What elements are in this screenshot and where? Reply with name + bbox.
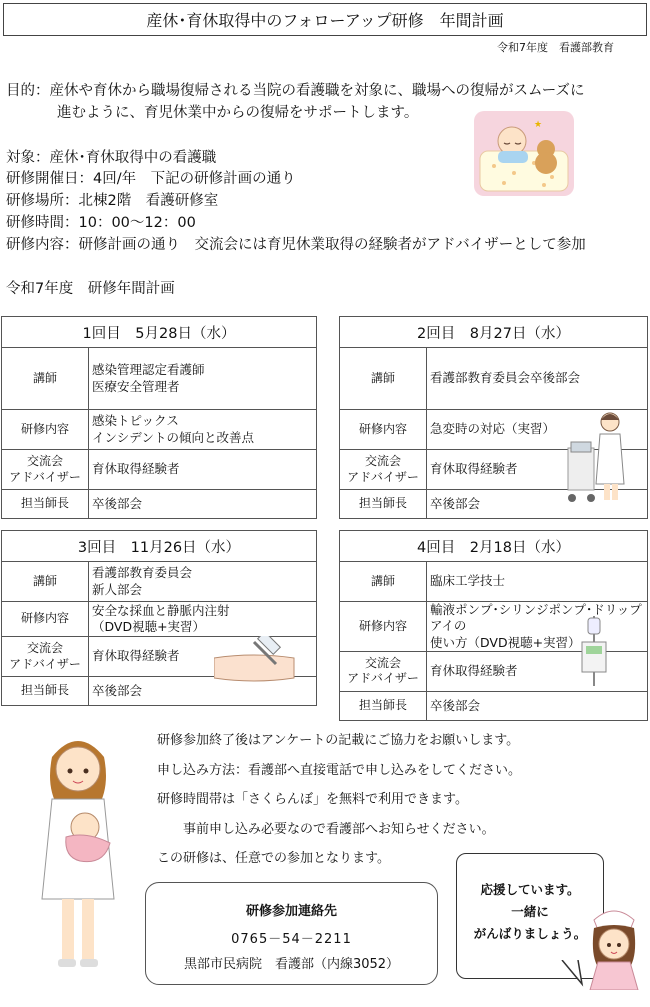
row-label: 研修内容 [340,410,427,450]
bubble-line: 応援しています。 [480,882,580,897]
purpose-label: 目的： [6,83,50,99]
value-line: 医療安全管理者 [92,378,180,394]
infusion-pump-illustration [574,616,614,688]
value-line: 卒後部会 [92,495,143,511]
bubble-line: がんばりましょう。 [473,926,587,941]
row-label: 交流会 アドバイザー [340,651,427,691]
contact-title: 研修参加連絡先 [245,904,337,919]
row-label: 交流会 アドバイザー [2,450,89,490]
row-label: 講師 [2,562,89,602]
page-title [3,3,647,36]
session-heading: 4回目 2月18日（水） [340,531,648,562]
session-heading: 1回目 5月28日（水） [2,317,317,348]
row-value [89,562,317,602]
value-line: 育休取得経験者 [92,461,180,477]
row-value [89,490,317,519]
frequency-line: 研修開催日：4回/年 下記の研修計画の通り [6,171,296,187]
value-line: 看護部教育委員会卒後部会 [430,370,581,386]
value-line: 育休取得経験者 [92,648,180,664]
value-line: インシデントの傾向と改善点 [92,429,254,445]
contact-org: 黒部市民病院 看護部（内線3052） [183,957,400,972]
row-label: 担当師長 [2,677,89,706]
value-line: 急変時の対応（実習） [430,421,556,437]
bubble-line: 一緒に [511,904,549,919]
nurse-holding-baby-illustration [30,727,130,977]
note-item: この研修は、任意での参加となります。 [157,851,390,866]
value-line: 育休取得経験者 [430,663,518,679]
note-item: 事前申し込み必要なので看護部へお知らせください。 [157,821,495,837]
nurse-bust-illustration [584,900,644,990]
contact-phone: 0765－54－2211 [231,932,352,947]
value-line: 卒後部会 [430,697,481,713]
contact-box [145,882,438,985]
value-line: 看護部教育委員会 [92,565,193,581]
row-label: 研修内容 [340,602,427,652]
row-value [89,602,317,637]
value-line: 感染トピックス [92,413,179,429]
row-label: 交流会 アドバイザー [340,450,427,490]
arm-injection-illustration [214,636,296,688]
row-label: 講師 [340,562,427,602]
row-label: 研修内容 [2,410,89,450]
session-heading: 2回目 8月27日（水） [340,317,648,348]
row-label: 講師 [2,348,89,410]
sleeping-baby-illustration [474,111,574,196]
value-line: 新人部会 [92,581,143,597]
session-heading: 3回目 11月26日（水） [2,531,317,562]
row-value [89,450,317,490]
row-value [427,348,648,410]
row-value [89,410,317,450]
note-item: 研修参加終了後はアンケートの記載にご協力をお願いします。 [157,733,520,748]
notes-block [157,726,521,874]
time-line: 研修時間：10：00～12：00 [6,215,196,231]
place-line: 研修場所：北棟2階 看護研修室 [6,193,219,209]
content-line: 研修内容：研修計画の通り 交流会には育児休業取得の経験者がアドバイザーとして参加 [6,237,586,253]
target-line: 対象：産休･育休取得中の看護職 [6,150,217,166]
value-line: 育休取得経験者 [430,461,518,477]
row-value [427,602,648,652]
department-label: 令和7年度 看護部教育 [497,41,614,54]
value-line: 使い方（DVD視聴+実習） [430,634,581,650]
svg-text:★: ★ [534,120,543,130]
value-line: 輸液ポンプ･シリンジポンプ･ドリップアイの [430,602,642,634]
row-value [89,348,317,410]
note-item: 研修時間帯は「さくらんぼ」を無料で利用できます。 [157,792,468,807]
purpose-text-1: 産休や育休から職場復帰される当院の看護職を対象に、職場への復帰がスムーズに [49,83,585,99]
title-text: 産休･育休取得中のフォローアップ研修 年間計画 [146,11,504,30]
row-label: 担当師長 [340,691,427,720]
purpose-line-2: 進むように、育児休業中からの復帰をサポートします。 [57,105,419,121]
plan-title: 令和7年度 研修年間計画 [6,281,175,297]
row-label: 講師 [340,348,427,410]
row-label: 交流会 アドバイザー [2,637,89,677]
value-line: 卒後部会 [92,682,143,698]
purpose-line-1 [6,79,585,100]
row-value [427,691,648,720]
row-label: 担当師長 [340,490,427,519]
row-value [427,562,648,602]
value-line: 臨床工学技士 [430,573,506,589]
value-line: （DVD視聴+実習） [92,619,206,634]
nurse-with-cart-illustration [566,408,628,504]
value-line: 安全な採血と静脈内注射 [92,602,230,618]
note-item: 申し込み方法：看護部へ直接電話で申し込みをしてください。 [157,762,522,778]
value-line: 感染管理認定看護師 [92,362,205,378]
row-value [427,651,648,691]
row-label: 担当師長 [2,490,89,519]
value-line: 卒後部会 [430,495,481,511]
row-label: 研修内容 [2,602,89,637]
session-table-1 [1,316,317,519]
